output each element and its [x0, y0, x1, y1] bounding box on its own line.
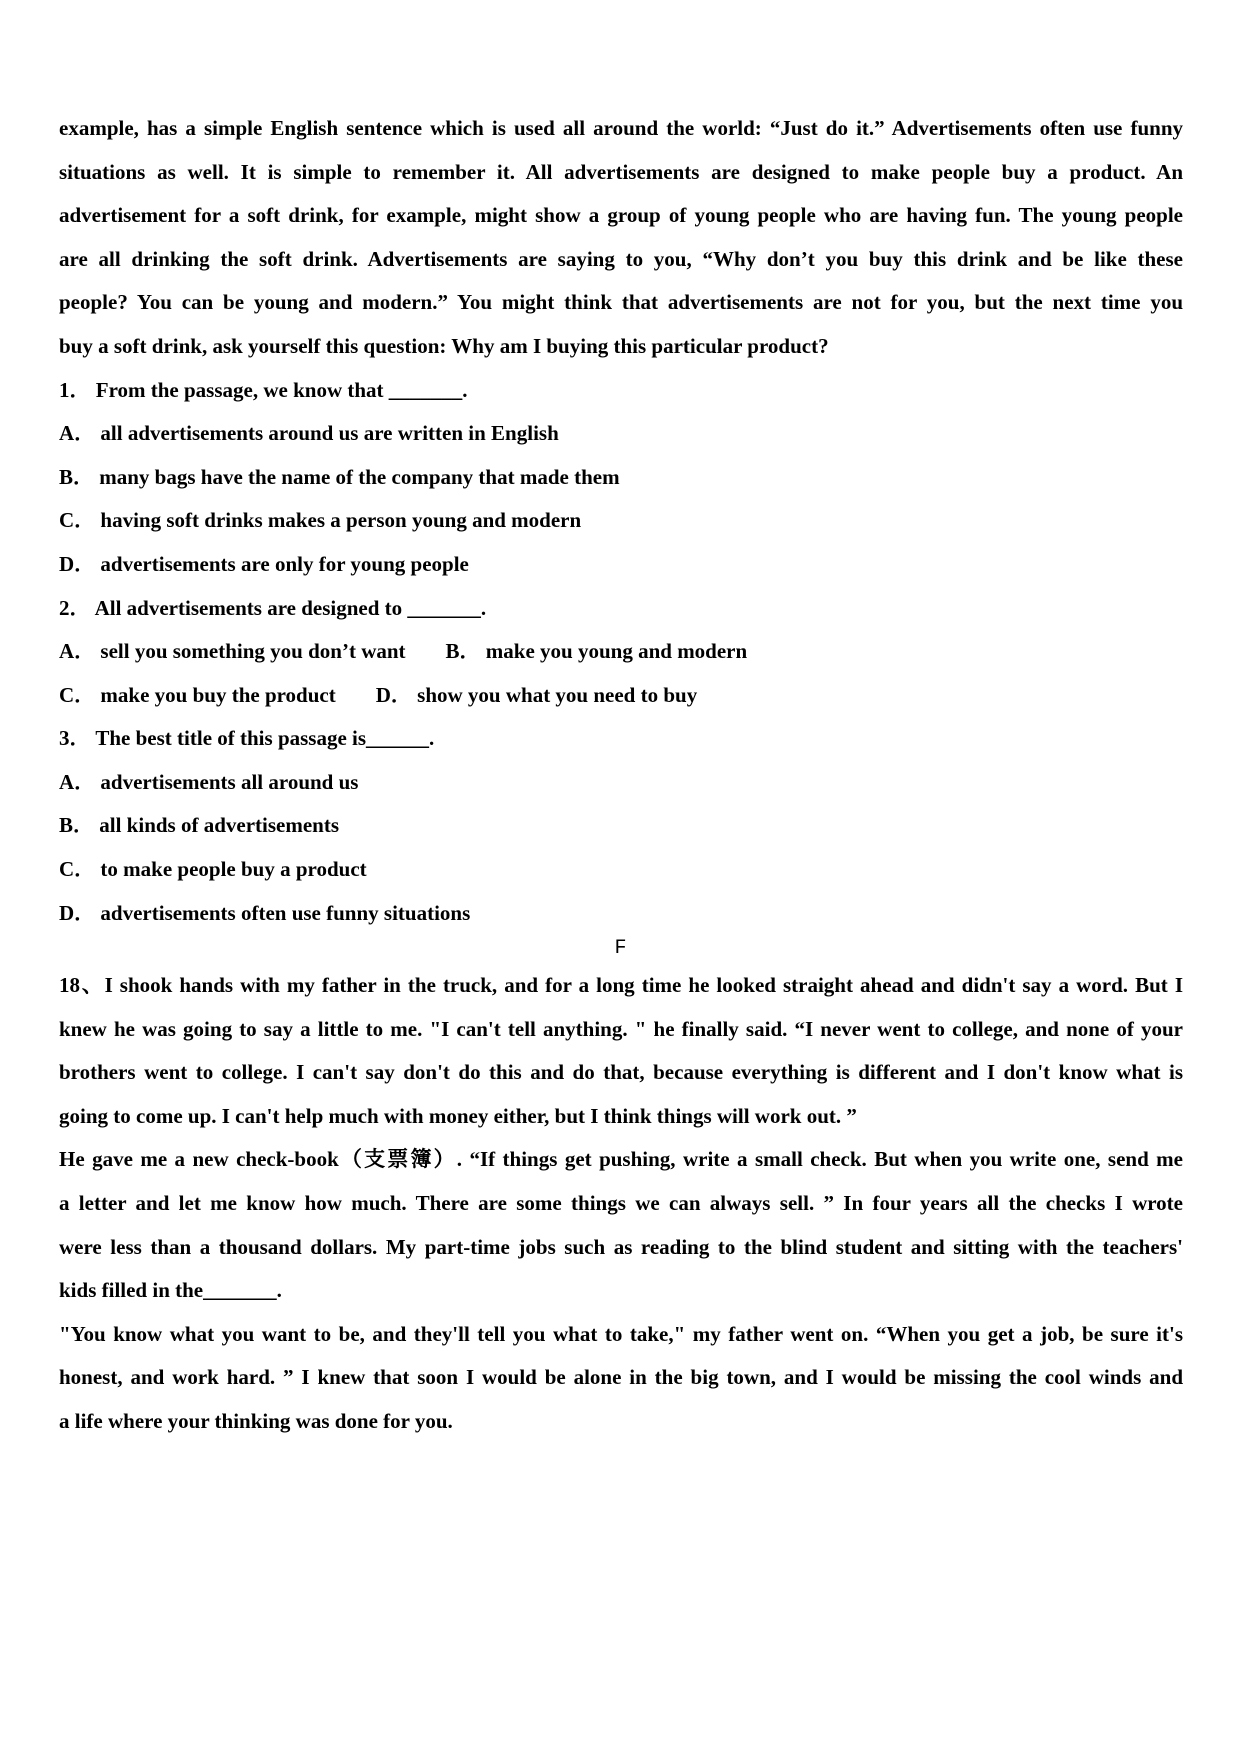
- answer-option: A． sell you something you don’t want: [59, 639, 406, 663]
- passage-line: were less than a thousand dollars. My part-time jobs such as reading to the blind student and sitting with the teachers': [59, 1235, 1183, 1259]
- answer-option: C． make you buy the product: [59, 683, 336, 707]
- question-stem: 1． From the passage, we know that _______.: [59, 378, 468, 402]
- passage-line: a life where your thinking was done for you.: [59, 1409, 453, 1433]
- passage-line: advertisement for a soft drink, for example, might show a group of young people who are having fun. The young people: [59, 203, 1183, 227]
- passage-line: 18、I shook hands with my father in the truck, and for a long time he looked straight ahead and didn't say a word. But I: [59, 973, 1183, 997]
- passage-line: situations as well. It is simple to remember it. All advertisements are designed to make people buy a product. An: [59, 160, 1183, 184]
- passage-line: example, has a simple English sentence which is used all around the world: “Just do it.” Advertisements often use funny: [59, 116, 1183, 140]
- question-stem: 3． The best title of this passage is______.: [59, 726, 435, 750]
- passage-line: knew he was going to say a little to me. "I can't tell anything. " he finally said. “I never went to college, and none of your: [59, 1017, 1183, 1041]
- answer-option: D． show you what you need to buy: [375, 683, 698, 707]
- answer-option: D． advertisements are only for young people: [59, 552, 469, 576]
- passage-line: honest, and work hard. ” I knew that soon I would be alone in the big town, and I would be missing the cool winds and: [59, 1365, 1183, 1389]
- answer-option-row: [59, 681, 697, 709]
- answer-option: A． all advertisements around us are written in English: [59, 421, 559, 445]
- passage-line: going to come up. I can't help much with money either, but I think things will work out. ”: [59, 1104, 857, 1128]
- passage-line: are all drinking the soft drink. Advertisements are saying to you, “Why don’t you buy this drink and be like these: [59, 247, 1183, 271]
- answer-option: B． all kinds of advertisements: [59, 813, 340, 837]
- passage-line: He gave me a new check-book（支票簿）. “If things get pushing, write a small check. But when you write one, send me: [59, 1147, 1183, 1171]
- answer-option: C． having soft drinks makes a person young and modern: [59, 508, 582, 532]
- answer-option-row: [59, 637, 747, 665]
- answer-option: D． advertisements often use funny situations: [59, 901, 471, 925]
- passage-line: a letter and let me know how much. There are some things we can always sell. ” In four years all the checks I wrote: [59, 1191, 1183, 1215]
- section-heading: F: [614, 937, 627, 960]
- answer-option: C． to make people buy a product: [59, 857, 367, 881]
- passage-line: kids filled in the_______.: [59, 1278, 282, 1302]
- answer-option: B． many bags have the name of the company that made them: [59, 465, 620, 489]
- passage-line: buy a soft drink, ask yourself this question: Why am I buying this particular product?: [59, 334, 829, 358]
- passage-line: "You know what you want to be, and they'll tell you what to take," my father went on. “When you get a job, be sure it's: [59, 1322, 1183, 1346]
- passage-line: people? You can be young and modern.” You might think that advertisements are not for you, but the next time you: [59, 290, 1183, 314]
- answer-option: A． advertisements all around us: [59, 770, 359, 794]
- passage-line: brothers went to college. I can't say don't do this and do that, because everything is different and I don't know what is: [59, 1060, 1183, 1084]
- question-stem: 2． All advertisements are designed to _______.: [59, 596, 487, 620]
- answer-option: B． make you young and modern: [445, 639, 748, 663]
